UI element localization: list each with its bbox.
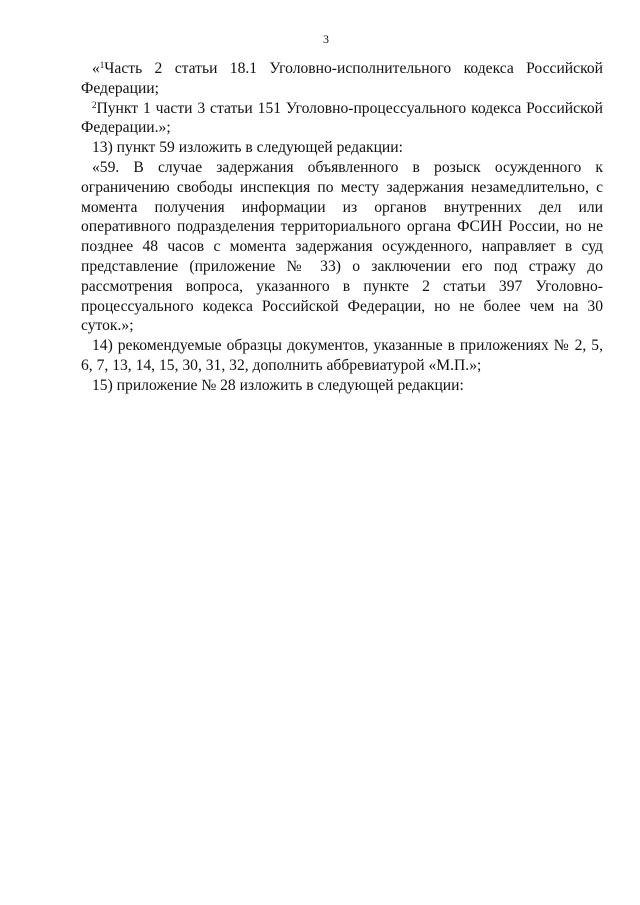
footnote-2	[81, 99, 603, 139]
amendment-paragraph-15: 15) приложение № 28 изложить в следующей редакции:	[92, 376, 464, 394]
footnote-1	[81, 59, 603, 99]
document-body	[81, 59, 603, 396]
amendment-paragraph-14: 14) рекомендуемые образцы документов, указанные в приложениях № 2, 5, 6, 7, 13, 14, 15, 30, 31, 32, дополнить аббревиатурой «М.П.»;	[81, 337, 603, 374]
footnote-mark: 1	[99, 60, 105, 70]
footnote-open-quote: «	[92, 60, 100, 77]
amendment-paragraph-13: 13) пункт 59 изложить в следующей редакции:	[92, 139, 403, 157]
footnote-text: Пункт 1 части 3 статьи 151 Уголовно-процессуального кодекса Российской Федерации.»;	[81, 99, 603, 137]
footnote-text: Часть 2 статьи 18.1 Уголовно-исполнительного кодекса Российской Федерации;	[81, 60, 603, 97]
page-number: 3	[323, 32, 329, 46]
amendment-paragraph-59-text: «59. В случае задержания объявленного в розыск осужденного к ограничению свободы инспекция по месту задержания незамедлительно, с момента получения информации из органов внутренних дел или оперативного подразделения территориального органа ФСИН России, но не позднее 48 часов с момента задержания осужденного, направляет в суд представление (приложение № 33) о заключении его под стражу до рассмотрения вопроса, указанного в пункте 2 статьи 397 Уголовно-процессуального кодекса Российской Федерации, но не более чем на 30 суток.»;	[81, 158, 603, 335]
footnote-mark: 2	[92, 99, 97, 110]
